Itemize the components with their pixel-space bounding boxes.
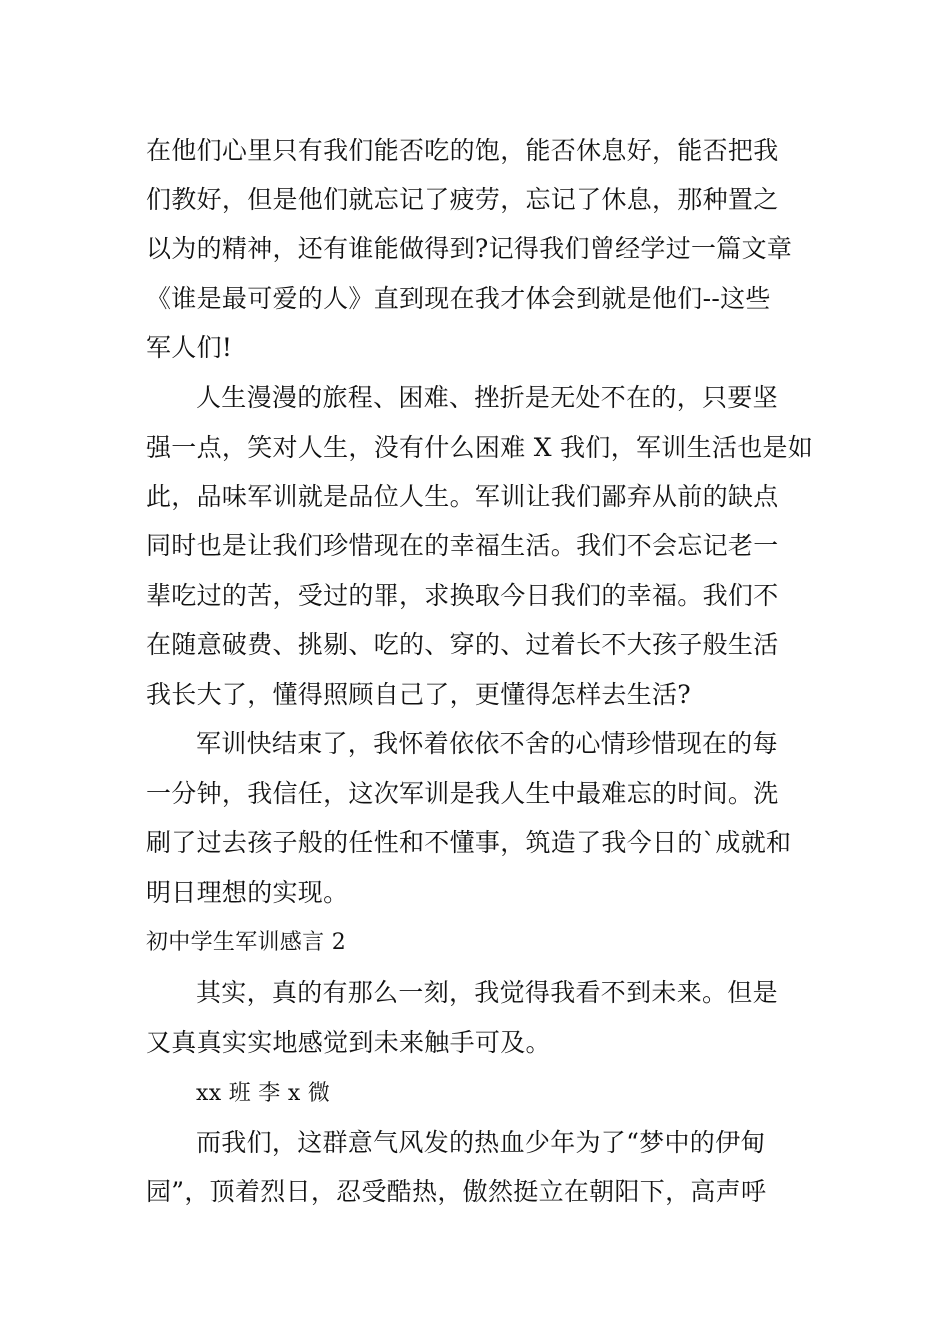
text-line: 在随意破费、挑剔、吃的、穿的、过着长不大孩子般生活 [146, 630, 779, 659]
text-line: 刷了过去孩子般的任性和不懂事，筑造了我今日的`成就和 [146, 828, 792, 857]
text-line: 同时也是让我们珍惜现在的幸福生活。我们不会忘记老一 [146, 531, 779, 560]
text-line: 其实，真的有那么一刻，我觉得我看不到未来。但是 [196, 978, 778, 1007]
text-line: 以为的精神，还有谁能做得到?记得我们曾经学过一篇文章 [146, 234, 793, 263]
text-line: 一分钟，我信任，这次军训是我人生中最难忘的时间。洗 [146, 779, 779, 808]
text-line: 我长大了，懂得照顾自己了，更懂得怎样去生活? [146, 680, 692, 709]
text-line: 们教好，但是他们就忘记了疲劳，忘记了休息，那种置之 [146, 185, 779, 214]
text-line: 强一点，笑对人生，没有什么困难 X 我们，军训生活也是如 [146, 433, 814, 462]
text-line: 辈吃过的苦，受过的罪，求换取今日我们的幸福。我们不 [146, 581, 779, 610]
byline: xx 班 李 x 微 [196, 1081, 331, 1106]
text-line: 又真真实实地感觉到未来触手可及。 [146, 1028, 551, 1057]
text-line: 军训快结束了，我怀着依依不舍的心情珍惜现在的每 [196, 729, 778, 758]
text-line: 明日理想的实现。 [146, 878, 349, 907]
text-line: 军人们! [146, 333, 233, 362]
text-line: 在他们心里只有我们能否吃的饱，能否休息好，能否把我 [146, 136, 779, 165]
text-line: 而我们，这群意气风发的热血少年为了“梦中的伊甸 [196, 1128, 766, 1157]
text-line: 人生漫漫的旅程、困难、挫折是无处不在的，只要坚 [196, 383, 778, 412]
text-line: 《谁是最可爱的人》直到现在我才体会到就是他们--这些 [146, 284, 771, 313]
section-heading: 初中学生军训感言 2 [146, 930, 346, 955]
text-line: 此，品味军训就是品位人生。军训让我们鄙弃从前的缺点 [146, 482, 779, 511]
text-line: 园”，顶着烈日，忍受酷热，傲然挺立在朝阳下，高声呼 [146, 1177, 767, 1206]
